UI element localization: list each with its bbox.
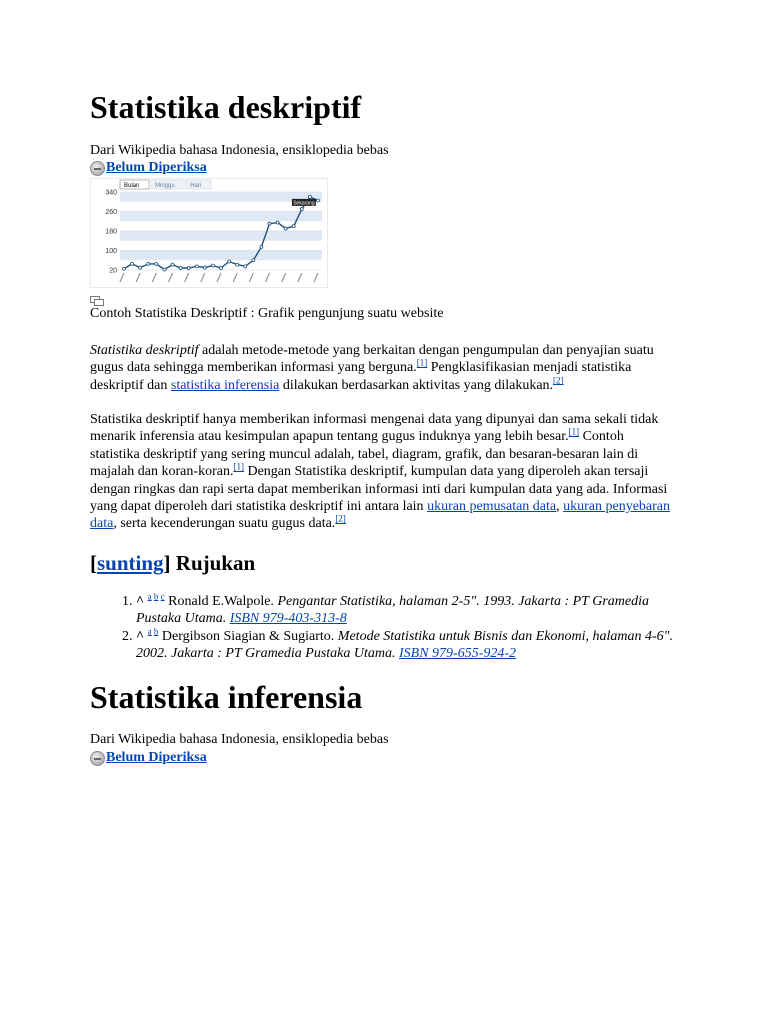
data-point (244, 265, 247, 268)
inferensia-link[interactable]: statistika inferensia (170, 377, 280, 393)
reference-work: Pengantar Statistika, halaman 2-5". 1993. Jakarta : PT Gramedia Pustaka Utama. (136, 594, 649, 627)
chart-band (120, 251, 322, 261)
central-tendency-link[interactable]: ukuran pemusatan data (427, 499, 557, 515)
reference-caret: ^ (136, 628, 145, 644)
section-title: Rujukan (170, 551, 256, 575)
site-subtitle: Dari Wikipedia bahasa Indonesia, ensiklopedia bebas (90, 143, 389, 158)
review-status-link-2[interactable]: Belum Diperiksa (106, 750, 207, 765)
page-title-2: Statistika inferensia (90, 679, 363, 715)
citation-link[interactable]: [2] (335, 513, 346, 524)
paragraph-definition (90, 342, 675, 394)
unreviewed-icon (90, 751, 105, 766)
citation[interactable] (569, 427, 580, 437)
backlink[interactable]: b (153, 626, 159, 637)
paragraph-text: adalah metode-metode yang berkaitan dengan pengumpulan dan penyajian suatu gugus data sehingga memberikan informasi yang berguna. (90, 343, 654, 376)
isbn-link[interactable]: ISBN 979-655-924-2 (399, 646, 517, 662)
y-tick-label: 100 (105, 248, 117, 255)
data-point (131, 262, 134, 265)
reference-item (136, 593, 696, 628)
data-point (171, 263, 174, 266)
data-point (155, 262, 158, 265)
citation[interactable] (335, 514, 346, 524)
unreviewed-icon (90, 161, 105, 176)
data-point (203, 266, 206, 269)
citation-link[interactable]: [1] (568, 426, 580, 437)
page-title: Statistika deskriptif (90, 89, 362, 125)
data-point (220, 267, 223, 270)
y-tick-label: 260 (105, 209, 117, 216)
chart-tab-label: Minggu (155, 183, 175, 189)
chart-point-label (292, 199, 316, 207)
data-point (300, 208, 303, 211)
data-point (195, 265, 198, 268)
chart-band (120, 231, 322, 241)
paragraph-text: dilakukan berdasarkan aktivitas yang dilakukan. (279, 377, 554, 393)
review-status[interactable] (90, 160, 207, 176)
citation[interactable] (417, 358, 428, 368)
data-point (308, 195, 311, 198)
chart-band (120, 212, 322, 222)
paragraph-text: , serta kecenderungan suatu gugus data. (113, 516, 336, 532)
citation-link[interactable]: [1] (233, 461, 244, 472)
data-point (284, 227, 287, 230)
data-point (252, 259, 255, 262)
dispersion-link[interactable]: ukuran penyebaran data (90, 499, 671, 532)
paragraph-text: Contoh statistika deskriptif yang sering muncul adalah, tabel, diagram, grafik, dan besaran-besaran lain di majalah dan koran-koran. (90, 429, 639, 480)
data-point (292, 225, 295, 228)
data-point (211, 264, 214, 267)
reference-list (90, 593, 696, 663)
paragraph-details (90, 411, 675, 533)
backlink[interactable]: b (153, 591, 159, 602)
term-emphasis: Statistika deskriptif (90, 343, 199, 358)
reference-item (136, 628, 696, 663)
section-heading-references (90, 551, 255, 576)
paragraph-text: Statistika deskriptif hanya memberikan informasi mengenai data yang dipunyai dan sama sekali tidak menarik inferensia atau kesimpulan apapun tentang gugus induknya yang lebih besar. (90, 412, 659, 445)
data-point (276, 221, 279, 224)
reference-caret: ^ (136, 594, 145, 609)
visitor-chart (90, 178, 328, 288)
data-point (228, 260, 231, 263)
data-point (260, 245, 263, 248)
reference-work: Metode Statistika untuk Bisnis dan Ekonomi, halaman 4-6". 2002. Jakarta : PT Gramedia Pustaka Utama. (136, 628, 674, 662)
edit-section-link[interactable]: sunting (97, 551, 164, 575)
chart-band (120, 192, 322, 202)
data-point (187, 267, 190, 270)
site-subtitle-2: Dari Wikipedia bahasa Indonesia, ensiklopedia bebas (90, 732, 389, 747)
reference-author: Dergibson Siagian & Sugiarto. (158, 628, 338, 644)
citation-link[interactable]: [1] (416, 357, 428, 368)
data-point (123, 267, 126, 270)
bracket-open: [ (90, 551, 97, 575)
visitor-chart-svg (90, 178, 328, 288)
separator-text: , (556, 499, 564, 515)
data-point (179, 267, 182, 270)
y-tick-label: 20 (109, 267, 117, 275)
data-point (163, 268, 166, 271)
data-point (147, 262, 150, 265)
bracket-close: ] (163, 551, 171, 575)
citation[interactable] (553, 375, 564, 385)
data-point (139, 266, 142, 269)
paragraph-text: Dengan Statistika deskriptif, kumpulan data yang diperoleh akan tersaji dengan ringkas dan rapi serta dapat memberikan informasi inti dari kumpulan data yang ada. Informasi yang dapat diperoleh dari statistika deskriptif ini antara lain (90, 464, 668, 515)
citation[interactable] (233, 462, 244, 472)
review-status-2[interactable] (90, 750, 207, 766)
reference-author: Ronald E.Walpole. (164, 594, 278, 609)
isbn-link[interactable]: ISBN 979-403-313-8 (229, 611, 347, 627)
chart-tab-label: Hari (190, 183, 202, 189)
point-label-text: Sekarang (293, 200, 315, 207)
enlarge-icon[interactable] (90, 296, 104, 306)
paragraph-text: Pengklasifikasian menjadi statistika deskriptif dan (90, 360, 632, 393)
data-point (236, 263, 239, 266)
chart-tab-label: Bulan (124, 183, 140, 189)
image-caption: Contoh Statistika Deskriptif : Grafik pengunjung suatu website (90, 306, 444, 321)
backlink[interactable]: a (147, 626, 152, 637)
backlink[interactable]: a (147, 591, 152, 602)
data-point (268, 222, 271, 225)
chart-tabs (120, 180, 211, 189)
review-status-link[interactable]: Belum Diperiksa (106, 160, 207, 175)
y-tick-label: 180 (105, 228, 117, 236)
citation-link[interactable]: [2] (553, 375, 564, 386)
y-tick-label: 340 (105, 189, 117, 197)
backlink[interactable]: c (160, 591, 165, 602)
data-point (317, 199, 320, 202)
